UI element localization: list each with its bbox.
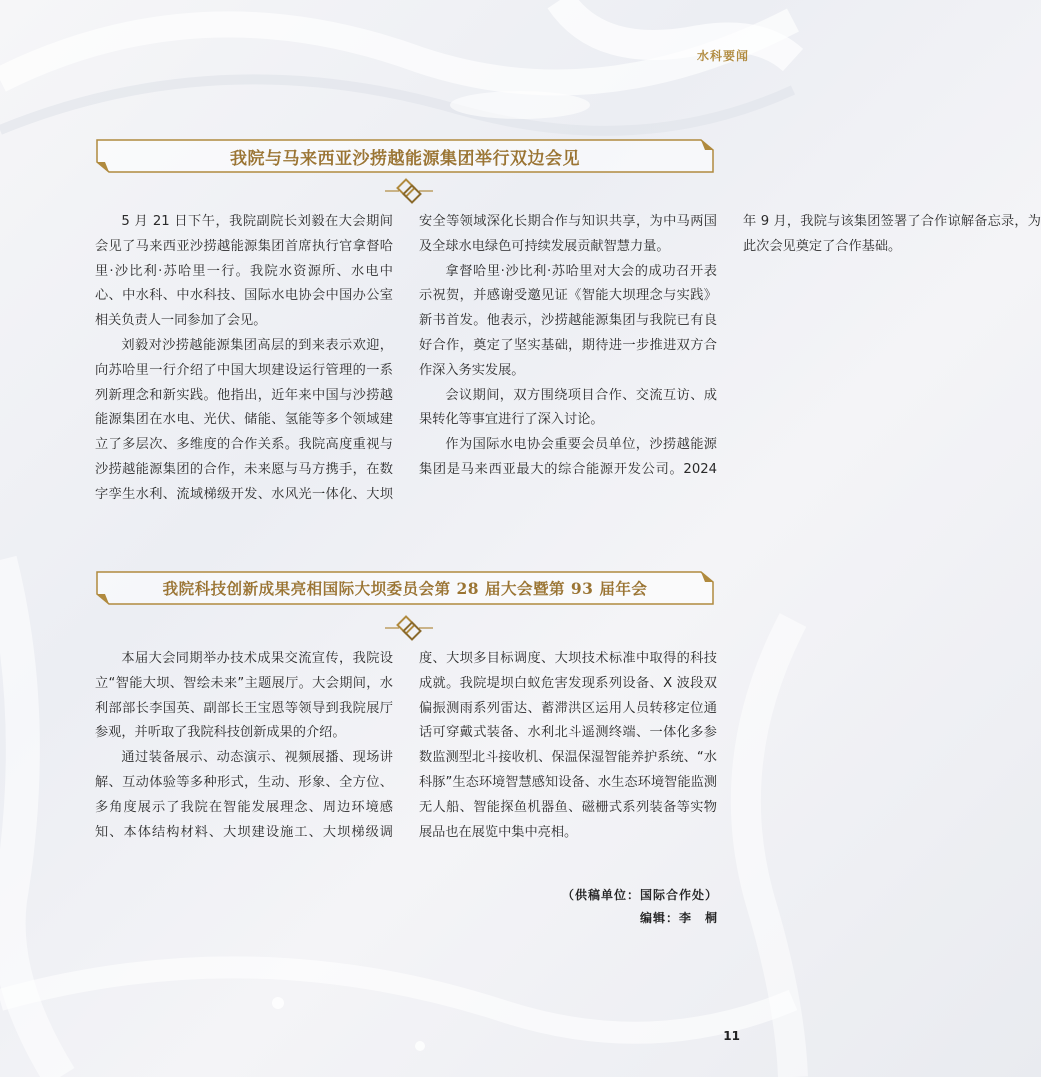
article-title: 我院科技创新成果亮相国际大坝委员会第 28 届大会暨第 93 届年会 (162, 579, 648, 598)
diamond-ornament-icon (385, 615, 433, 641)
paragraph: 本届大会同期举办技术成果交流宣传，我院设立“智能大坝、智绘未来”主题展厅。大会期间，水利部部长李国英、副部长王宝恩等领导到我院展厅参观，并听取了我院科技创新成果的介绍。 (95, 651, 393, 741)
article-title-banner (95, 138, 715, 174)
paragraph: 作为国际水电协会重要会员单位，沙捞越能源集团是马来西亚最大的综合能源开发公司。2024 年 9 月，我院与该集团签署了合作谅解备忘录，为此次会见奠定了合作基础。 (419, 214, 1041, 477)
diamond-ornament-icon (385, 178, 433, 204)
article-title: 我院与马来西亚沙捞越能源集团举行双边会见 (230, 148, 580, 169)
paragraph: 会议期间，双方围绕项目合作、交流互访、成果转化等事宜进行了深入讨论。 (419, 387, 717, 428)
page-number: 11 (723, 1029, 740, 1043)
section-tag: 水科要闻 (696, 49, 749, 63)
source-credit: （供稿单位：国际合作处） (561, 888, 718, 902)
paragraph: 5 月 21 日下午，我院副院长刘毅在大会期间会见了马来西亚沙捞越能源集团首席执行官拿督哈里·沙比利·苏哈里一行。我院水资源所、水电中心、中水科、中水科技、国际水电协会中国办公室相关负责人一同参加了会见。 (95, 214, 393, 329)
credits (562, 884, 718, 930)
paragraph: 通过装备展示、动态演示、视频展播、现场讲解、互动体验等多种形式，生动、形象、全方位、多角度展示了我院在智能发展理念、周边环境感知、本体结构材料、大坝建设施工、大坝梯级调度、大坝多目标调度、大坝技术标准中取得的科技成就。我院堤坝白蚁危害发现系列设备、X 波段双偏振测雨系列雷达、蓄滞洪区运用人员转移定位通话可穿戴式装备、水利北斗遥测终端、一体化多参数监测型北斗接收机、保温保湿智能养护系统、“水科豚”生态环境智慧感知设备、水生态环境智能监测无人船、智能探鱼机器鱼、磁栅式系列装备等实物展品也在展览中集中亮相。 (95, 651, 717, 840)
article-body (95, 647, 717, 865)
editor-credit: 编辑：李 桐 (639, 911, 718, 925)
paragraph: 拿督哈里·沙比利·苏哈里对大会的成功召开表示祝贺，并感谢受邀见证《智能大坝理念与实践》新书首发。他表示，沙捞越能源集团与我院已有良好合作，奠定了坚实基础，期待进一步推进双方合作深入务实发展。 (419, 263, 717, 378)
paragraph: 刘毅对沙捞越能源集团高层的到来表示欢迎，向苏哈里一行介绍了中国大坝建设运行管理的一系列新理念和新实践。他指出，近年来中国与沙捞越能源集团在水电、光伏、储能、氢能等多个领域建立了多层次、多维度的合作关系。我院高度重视与沙捞越能源集团的合作，未来愿与马方携手，在数字孪生水利、流域梯级开发、水风光一体化、大坝安全等领域深化长期合作与知识共享，为中马两国及全球水电绿色可持续发展贡献智慧力量。 (95, 214, 717, 502)
article-title-banner (95, 570, 715, 606)
article-body (95, 210, 1041, 522)
